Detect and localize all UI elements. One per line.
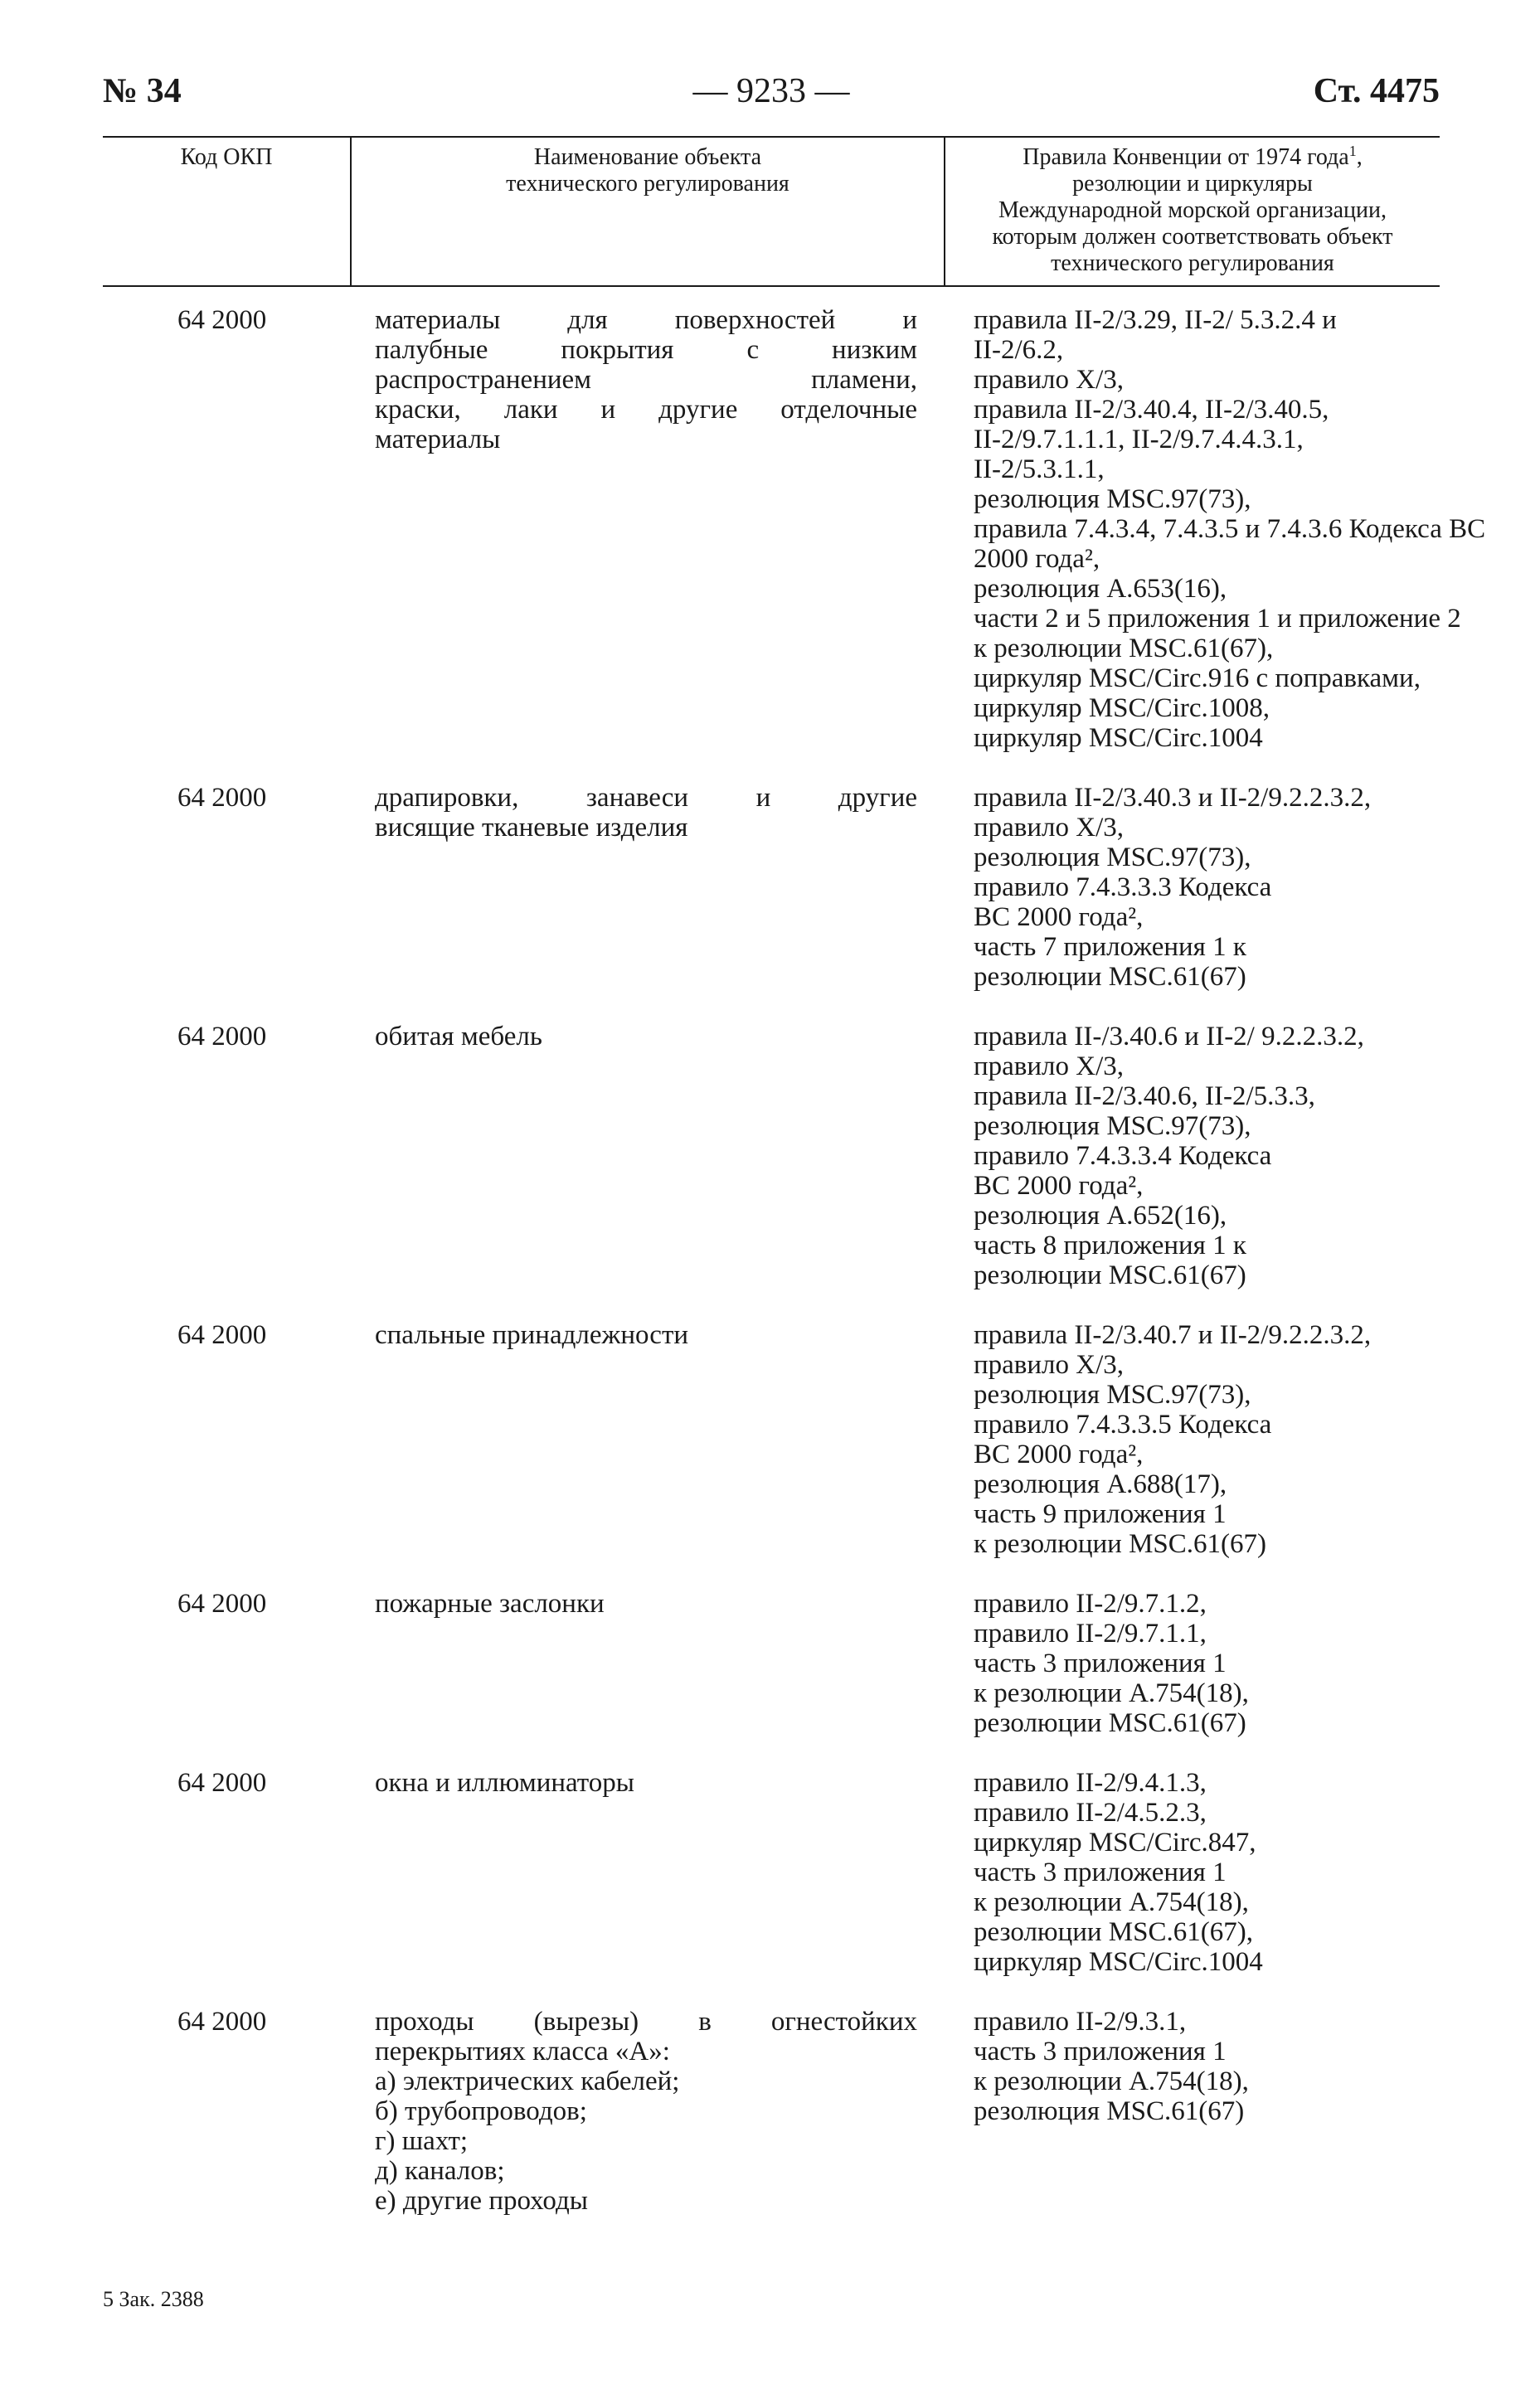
rule-line: резолюция MSC.97(73), xyxy=(974,1380,1251,1410)
object-name-line: спальные принадлежности xyxy=(375,1320,689,1350)
rule-line: правила 7.4.3.4, 7.4.3.5 и 7.4.3.6 Кодекса ВС xyxy=(974,514,1486,544)
column-header-rules-line: Правила Конвенции от 1974 года$^1$, xyxy=(1023,143,1363,170)
rules-cell xyxy=(944,1320,1440,1559)
rule-line: резолюция MSC.97(73), xyxy=(974,843,1251,872)
okp-code-cell: 64 2000 xyxy=(177,2007,267,2037)
rule-line: правило X/3, xyxy=(974,1051,1125,1081)
object-name-cell xyxy=(350,1022,944,1290)
object-name-line: материалы для поверхностей и xyxy=(375,305,917,335)
rule-line: правила II-2/3.40.6, II-2/5.3.3, xyxy=(974,1081,1315,1111)
article-number: Ст. 4475 xyxy=(1313,72,1440,110)
object-name-line: пожарные заслонки xyxy=(375,1589,605,1619)
object-name-line: распространением пламени, xyxy=(375,365,917,395)
rule-line: циркуляр MSC/Circ.916 с поправками, xyxy=(974,663,1421,693)
rule-line: резолюция A.652(16), xyxy=(974,1201,1227,1231)
column-header-rules-line: технического регулирования xyxy=(1051,250,1334,276)
column-header-rules xyxy=(944,138,1440,285)
object-name-line: г) шахт; xyxy=(375,2126,469,2156)
rule-line: правило II-2/4.5.2.3, xyxy=(974,1798,1207,1828)
table-row xyxy=(103,1022,1440,1290)
rule-line: к резолюции A.754(18), xyxy=(974,2066,1249,2096)
rule-line: часть 3 приложения 1 xyxy=(974,1858,1227,1887)
rule-line: резолюции MSC.61(67) xyxy=(974,1708,1246,1738)
okp-code-cell: 64 2000 xyxy=(177,1022,267,1051)
issue-number: № 34 xyxy=(103,72,182,110)
rule-line: части 2 и 5 приложения 1 и приложение 2 xyxy=(974,604,1461,634)
rule-line: к резолюции MSC.61(67) xyxy=(974,1529,1267,1559)
rule-line: правило X/3, xyxy=(974,1350,1125,1380)
print-note: 5 Зак. 2388 xyxy=(103,2287,204,2311)
object-name-line: б) трубопроводов; xyxy=(375,2096,587,2126)
rule-line: к резолюции MSC.61(67), xyxy=(974,634,1274,663)
column-header-rules-line: резолюции и циркуляры xyxy=(1072,171,1313,197)
rule-line: циркуляр MSC/Circ.1008, xyxy=(974,693,1270,723)
object-name-line: окна и иллюминаторы xyxy=(375,1768,634,1798)
rules-cell xyxy=(944,1768,1440,1977)
object-name-cell xyxy=(350,1589,944,1738)
rule-line: правило II-2/9.7.1.1, xyxy=(974,1619,1207,1649)
rule-line: часть 8 приложения 1 к xyxy=(974,1231,1246,1260)
rule-line: правило X/3, xyxy=(974,365,1125,395)
column-header-name xyxy=(350,138,944,285)
rule-line: часть 7 приложения 1 к xyxy=(974,932,1246,962)
table-row xyxy=(103,305,1486,753)
rule-line: правило 7.4.3.3.3 Кодекса xyxy=(974,872,1272,902)
rules-cell xyxy=(944,305,1486,753)
footnote-marker: 1 xyxy=(1348,143,1357,159)
object-name-line: е) другие проходы xyxy=(375,2186,588,2216)
rule-line: правило X/3, xyxy=(974,813,1125,843)
object-name-line: палубные покрытия с низким xyxy=(375,335,917,365)
rule-line: резолюция MSC.97(73), xyxy=(974,1111,1251,1141)
page-number: — 9233 — xyxy=(692,72,850,110)
object-name-cell xyxy=(350,305,944,753)
okp-code-cell: 64 2000 xyxy=(177,305,267,335)
rule-line: II-2/9.7.1.1.1, II-2/9.7.4.4.3.1, xyxy=(974,425,1304,454)
rule-line: резолюции MSC.61(67) xyxy=(974,962,1246,992)
column-header-code: Код ОКП xyxy=(180,144,273,170)
rules-cell xyxy=(944,783,1440,992)
object-name-line: материалы xyxy=(375,425,501,454)
rule-line: часть 9 приложения 1 xyxy=(974,1499,1227,1529)
okp-code-cell: 64 2000 xyxy=(177,1589,267,1619)
rule-line: циркуляр MSC/Circ.847, xyxy=(974,1828,1256,1858)
object-name-line: обитая мебель xyxy=(375,1022,542,1051)
column-header-rules-line: Международной морской организации, xyxy=(998,197,1387,223)
table-row xyxy=(103,1320,1440,1559)
object-name-cell xyxy=(350,783,944,992)
rule-line: ВС 2000 года², xyxy=(974,1440,1144,1469)
table-row xyxy=(103,783,1440,992)
object-name-line: висящие тканевые изделия xyxy=(375,813,688,843)
object-name-line: перекрытиях класса «А»: xyxy=(375,2037,670,2066)
object-name-line: а) электрических кабелей; xyxy=(375,2066,680,2096)
column-header-rules-line: которым должен соответствовать объект xyxy=(992,224,1393,250)
rule-line: часть 3 приложения 1 xyxy=(974,1649,1227,1678)
okp-code-cell: 64 2000 xyxy=(177,1768,267,1798)
rule-line: к резолюции A.754(18), xyxy=(974,1678,1249,1708)
page-header xyxy=(103,71,1440,124)
table-row xyxy=(103,2007,1440,2216)
object-name-cell xyxy=(350,1768,944,1977)
regulation-table xyxy=(103,136,1486,2246)
okp-code-cell: 64 2000 xyxy=(177,783,267,813)
rule-line: правило 7.4.3.3.5 Кодекса xyxy=(974,1410,1272,1440)
object-name-cell xyxy=(350,2007,944,2216)
table-header xyxy=(103,136,1440,287)
rule-line: 2000 года², xyxy=(974,544,1100,574)
rule-line: правила II-2/3.40.7 и II-2/9.2.2.3.2, xyxy=(974,1320,1372,1350)
table-body xyxy=(103,287,1486,2216)
rule-line: правила II-2/3.40.3 и II-2/9.2.2.3.2, xyxy=(974,783,1372,813)
table-row xyxy=(103,1768,1440,1977)
rule-line: правила II-2/3.40.4, II-2/3.40.5, xyxy=(974,395,1329,425)
object-name-line: д) каналов; xyxy=(375,2156,505,2186)
rule-line: правило II-2/9.4.1.3, xyxy=(974,1768,1207,1798)
rules-cell xyxy=(944,1589,1440,1738)
table-row xyxy=(103,1589,1440,1738)
rule-line: II-2/6.2, xyxy=(974,335,1064,365)
object-name-line: проходы (вырезы) в огнестойких xyxy=(375,2007,917,2037)
rule-line: правило 7.4.3.3.4 Кодекса xyxy=(974,1141,1272,1171)
rule-line: правило II-2/9.3.1, xyxy=(974,2007,1187,2037)
column-header-name-line: Наименование объекта xyxy=(533,144,762,170)
rule-line: резолюция A.653(16), xyxy=(974,574,1227,604)
rules-cell xyxy=(944,2007,1440,2216)
column-header-name-line: технического регулирования xyxy=(506,171,789,197)
rule-line: к резолюции A.754(18), xyxy=(974,1887,1249,1917)
object-name-cell xyxy=(350,1320,944,1559)
rule-line: правила II-/3.40.6 и II-2/ 9.2.2.3.2, xyxy=(974,1022,1364,1051)
rule-line: резолюции MSC.61(67) xyxy=(974,1260,1246,1290)
rule-line: часть 3 приложения 1 xyxy=(974,2037,1227,2066)
rule-line: II-2/5.3.1.1, xyxy=(974,454,1105,484)
rule-line: ВС 2000 года², xyxy=(974,902,1144,932)
rule-line: правило II-2/9.7.1.2, xyxy=(974,1589,1207,1619)
rule-line: циркуляр MSC/Circ.1004 xyxy=(974,723,1263,753)
rule-line: резолюция MSC.61(67) xyxy=(974,2096,1245,2126)
rule-line: резолюция MSC.97(73), xyxy=(974,484,1251,514)
rule-line: правила II-2/3.29, II-2/ 5.3.2.4 и xyxy=(974,305,1337,335)
rule-line: резолюция A.688(17), xyxy=(974,1469,1227,1499)
rule-line: резолюции MSC.61(67), xyxy=(974,1917,1253,1947)
object-name-line: драпировки, занавеси и другие xyxy=(375,783,917,813)
rules-cell xyxy=(944,1022,1440,1290)
rule-line: ВС 2000 года², xyxy=(974,1171,1144,1201)
object-name-line: краски, лаки и другие отделочные xyxy=(375,395,917,425)
rule-line: циркуляр MSC/Circ.1004 xyxy=(974,1947,1263,1977)
okp-code-cell: 64 2000 xyxy=(177,1320,267,1350)
column-header-rules-text: Правила Конвенции от 1974 года xyxy=(1023,144,1349,170)
